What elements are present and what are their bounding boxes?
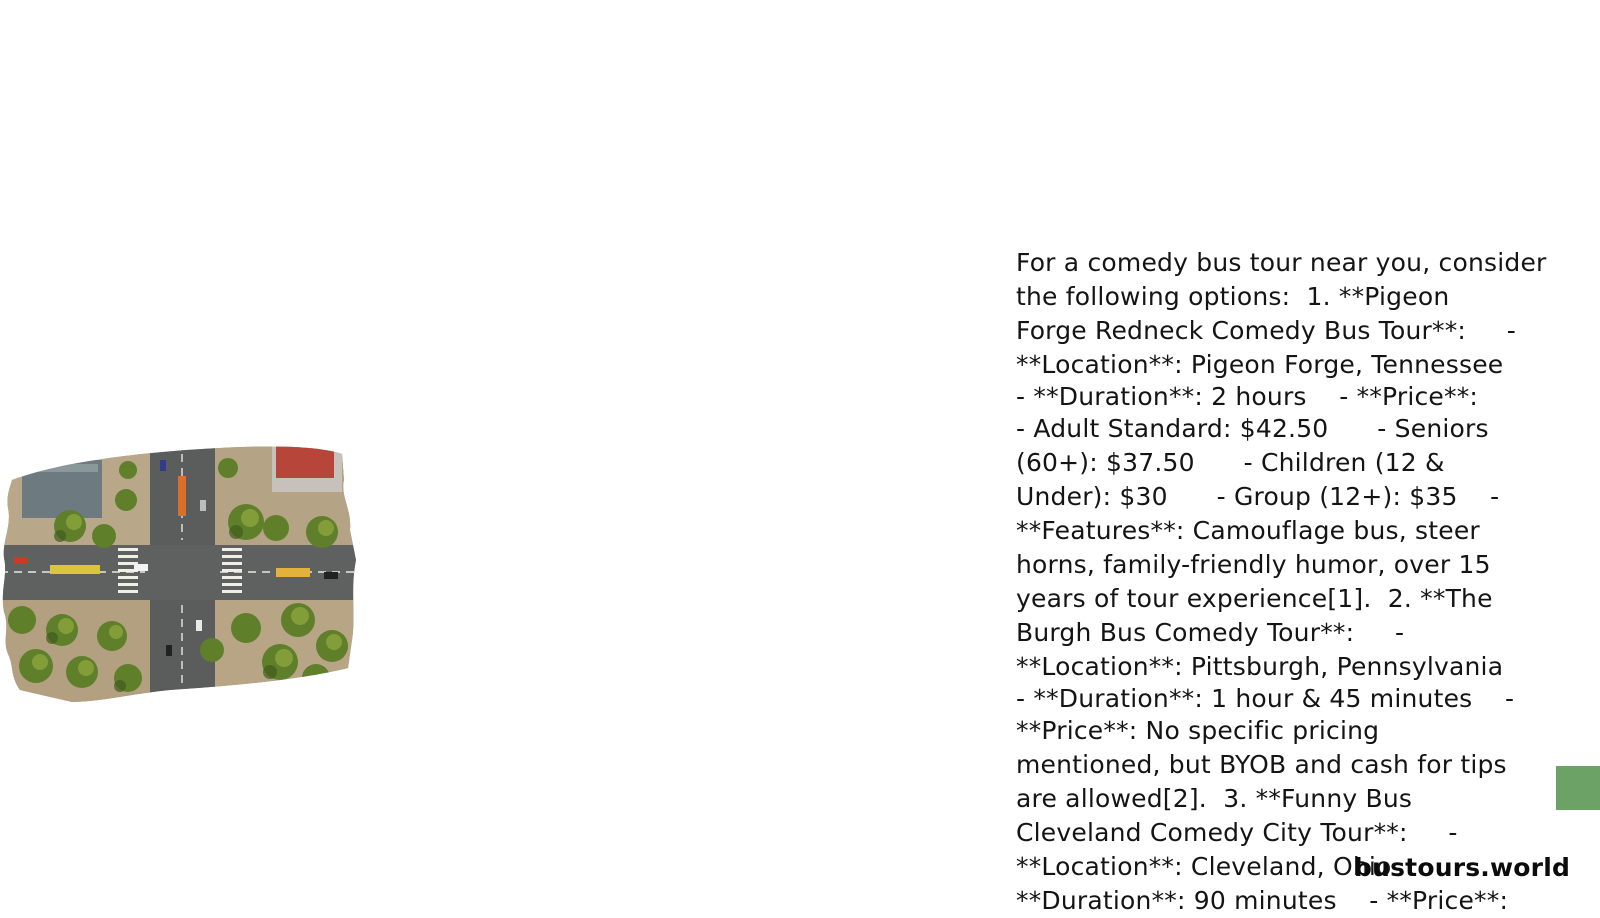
text-line: Burgh Bus Comedy Tour**: - [1016,618,1405,647]
text-line: - **Duration**: 2 hours - **Price**: [1016,382,1479,411]
text-line: are allowed[2]. 3. **Funny Bus [1016,784,1413,813]
text-line: **Duration**: 90 minutes - **Price**: [1016,886,1509,915]
text-line: Under): $30 - Group (12+): $35 - [1016,482,1500,511]
text-line: horns, family-friendly humor, over 15 [1016,550,1491,579]
text-line: **Location**: Cleveland, Ohio [1016,852,1392,881]
aerial-intersection-image [0,440,360,710]
text-line: Forge Redneck Comedy Bus Tour**: - [1016,316,1516,345]
text-line: **Price**: No specific pricing [1016,716,1380,745]
tour-options-text [1016,246,1547,918]
text-line: **Features**: Camouflage bus, steer [1016,516,1480,545]
green-accent-tab [1556,766,1600,810]
text-line: - **Duration**: 1 hour & 45 minutes - [1016,684,1515,713]
text-line: **Location**: Pittsburgh, Pennsylvania [1016,652,1504,681]
text-line: - Adult Standard: $42.50 - Seniors [1016,414,1489,443]
text-line: Cleveland Comedy City Tour**: - [1016,818,1458,847]
text-line: For a comedy bus tour near you, consider [1016,248,1547,277]
text-line: **Location**: Pigeon Forge, Tennessee [1016,350,1504,379]
site-brand: bustours.world [1354,853,1571,882]
text-line: (60+): $37.50 - Children (12 & [1016,448,1445,477]
text-line: mentioned, but BYOB and cash for tips [1016,750,1507,779]
text-line: the following options: 1. **Pigeon [1016,282,1450,311]
text-line: years of tour experience[1]. 2. **The [1016,584,1493,613]
